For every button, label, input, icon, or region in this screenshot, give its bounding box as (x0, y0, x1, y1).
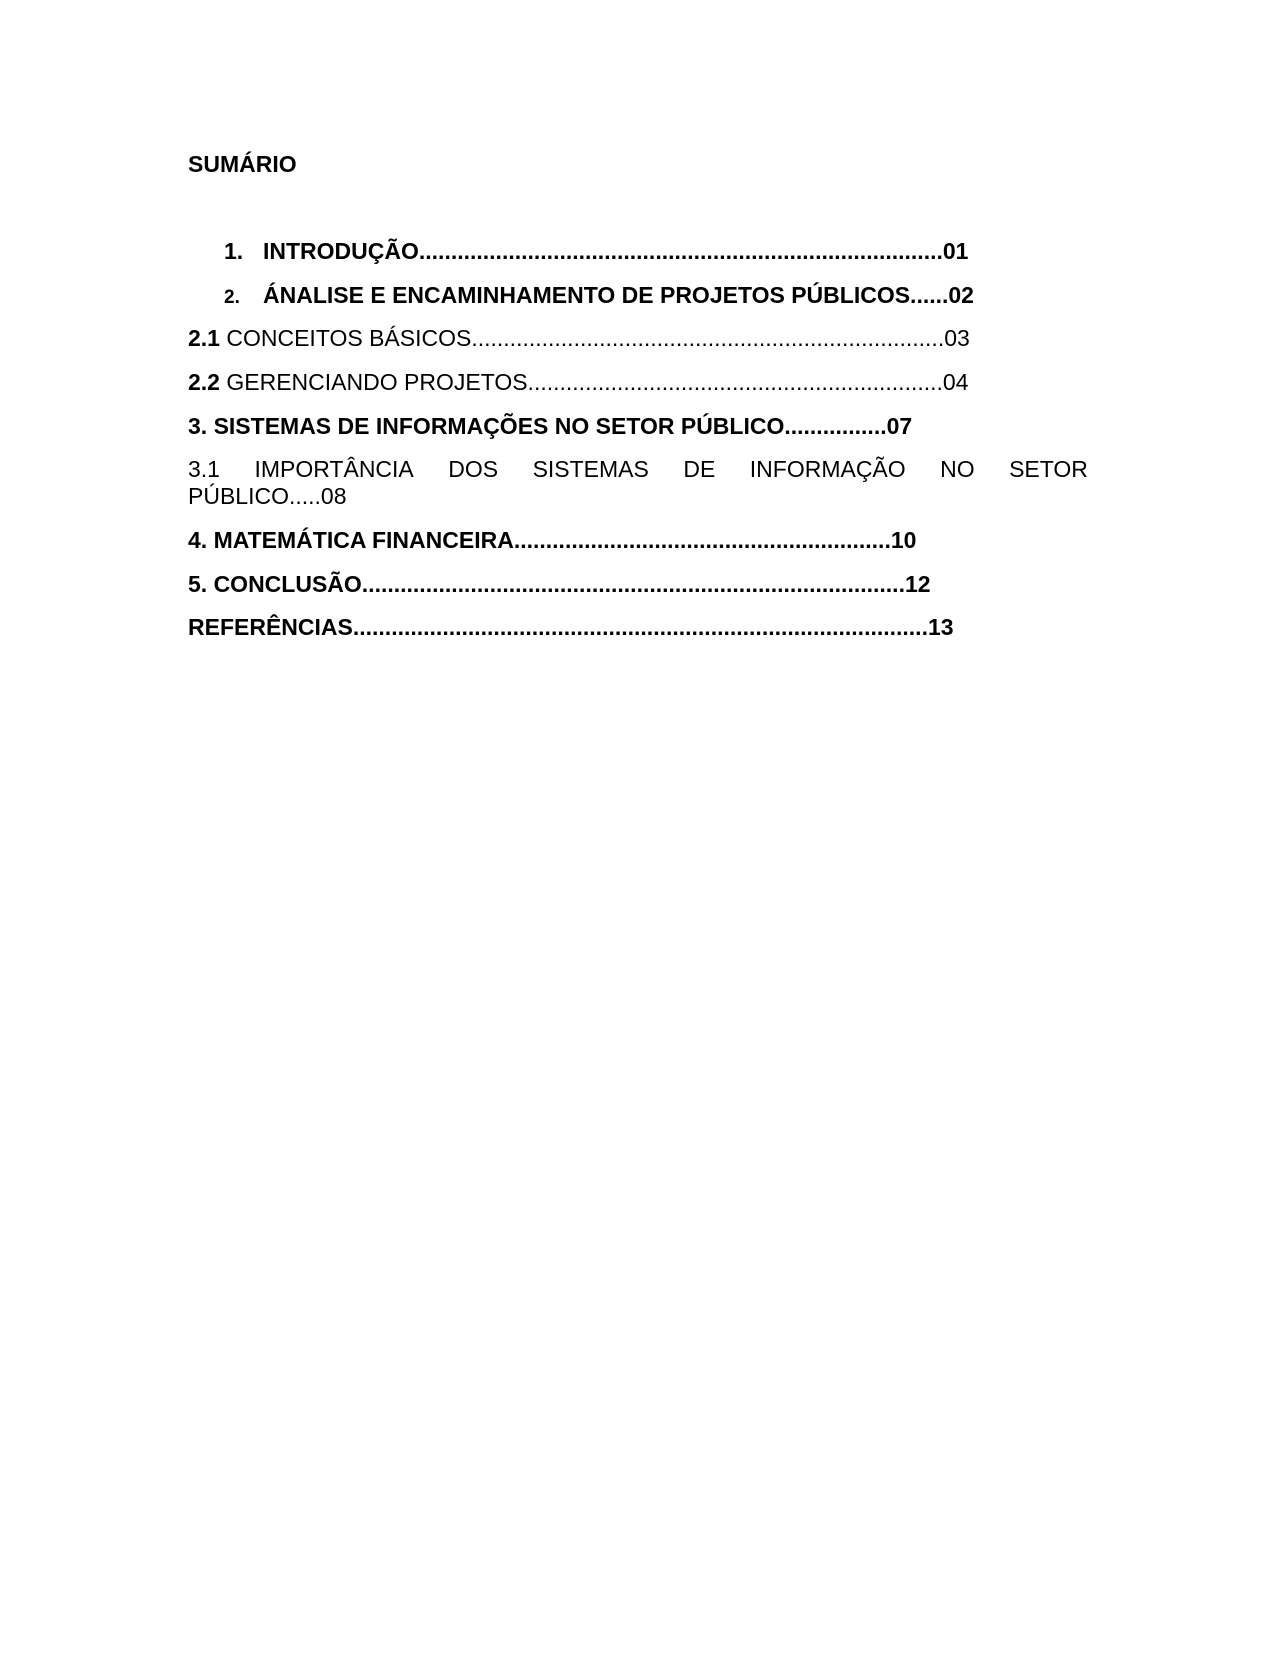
toc-item-matematica: 4. MATEMÁTICA FINANCEIRA...........................................................10 (188, 527, 917, 553)
toc-item-text: ÁNALISE E ENCAMINHAMENTO DE PROJETOS PÚBLICOS......02 (263, 282, 974, 308)
toc-item-conceitos (188, 323, 970, 353)
toc-item-number: 1. (224, 238, 244, 264)
toc-item-text: GERENCIANDO PROJETOS.................................................................04 (219, 369, 969, 395)
toc-word: 3.1 (188, 456, 220, 482)
toc-item-text: INTRODUÇÃO..................................................................................01 (263, 238, 969, 264)
toc-item-number: 2. (224, 287, 240, 308)
toc-word: IMPORTÂNCIA (254, 456, 414, 482)
toc-word: NO (940, 456, 975, 482)
toc-item-conclusao: 5. CONCLUSÃO.....................................................................................12 (188, 571, 931, 597)
toc-item-referencias: REFERÊNCIAS..........................................................................................13 (188, 614, 954, 640)
toc-word: SETOR (1009, 456, 1088, 482)
toc-item-introducao (224, 236, 968, 266)
toc-item-text: CONCEITOS BÁSICOS..........................................................................03 (219, 325, 970, 351)
toc-item-sistemas: 3. SISTEMAS DE INFORMAÇÕES NO SETOR PÚBLICO................07 (188, 413, 913, 439)
toc-item-analise (224, 280, 974, 313)
toc-word: DOS (448, 456, 499, 482)
toc-item-number: 2.1 (188, 325, 220, 351)
toc-item-gerenciando (188, 367, 969, 397)
toc-item-number: 2.2 (188, 369, 220, 395)
toc-item-importancia (188, 454, 1088, 484)
toc-word: DE (683, 456, 716, 482)
summary-title: SUMÁRIO (188, 151, 297, 177)
toc-word: SISTEMAS (532, 456, 649, 482)
toc-item-importancia-continuation: PÚBLICO.....08 (188, 483, 347, 509)
toc-word: INFORMAÇÃO (749, 456, 906, 482)
